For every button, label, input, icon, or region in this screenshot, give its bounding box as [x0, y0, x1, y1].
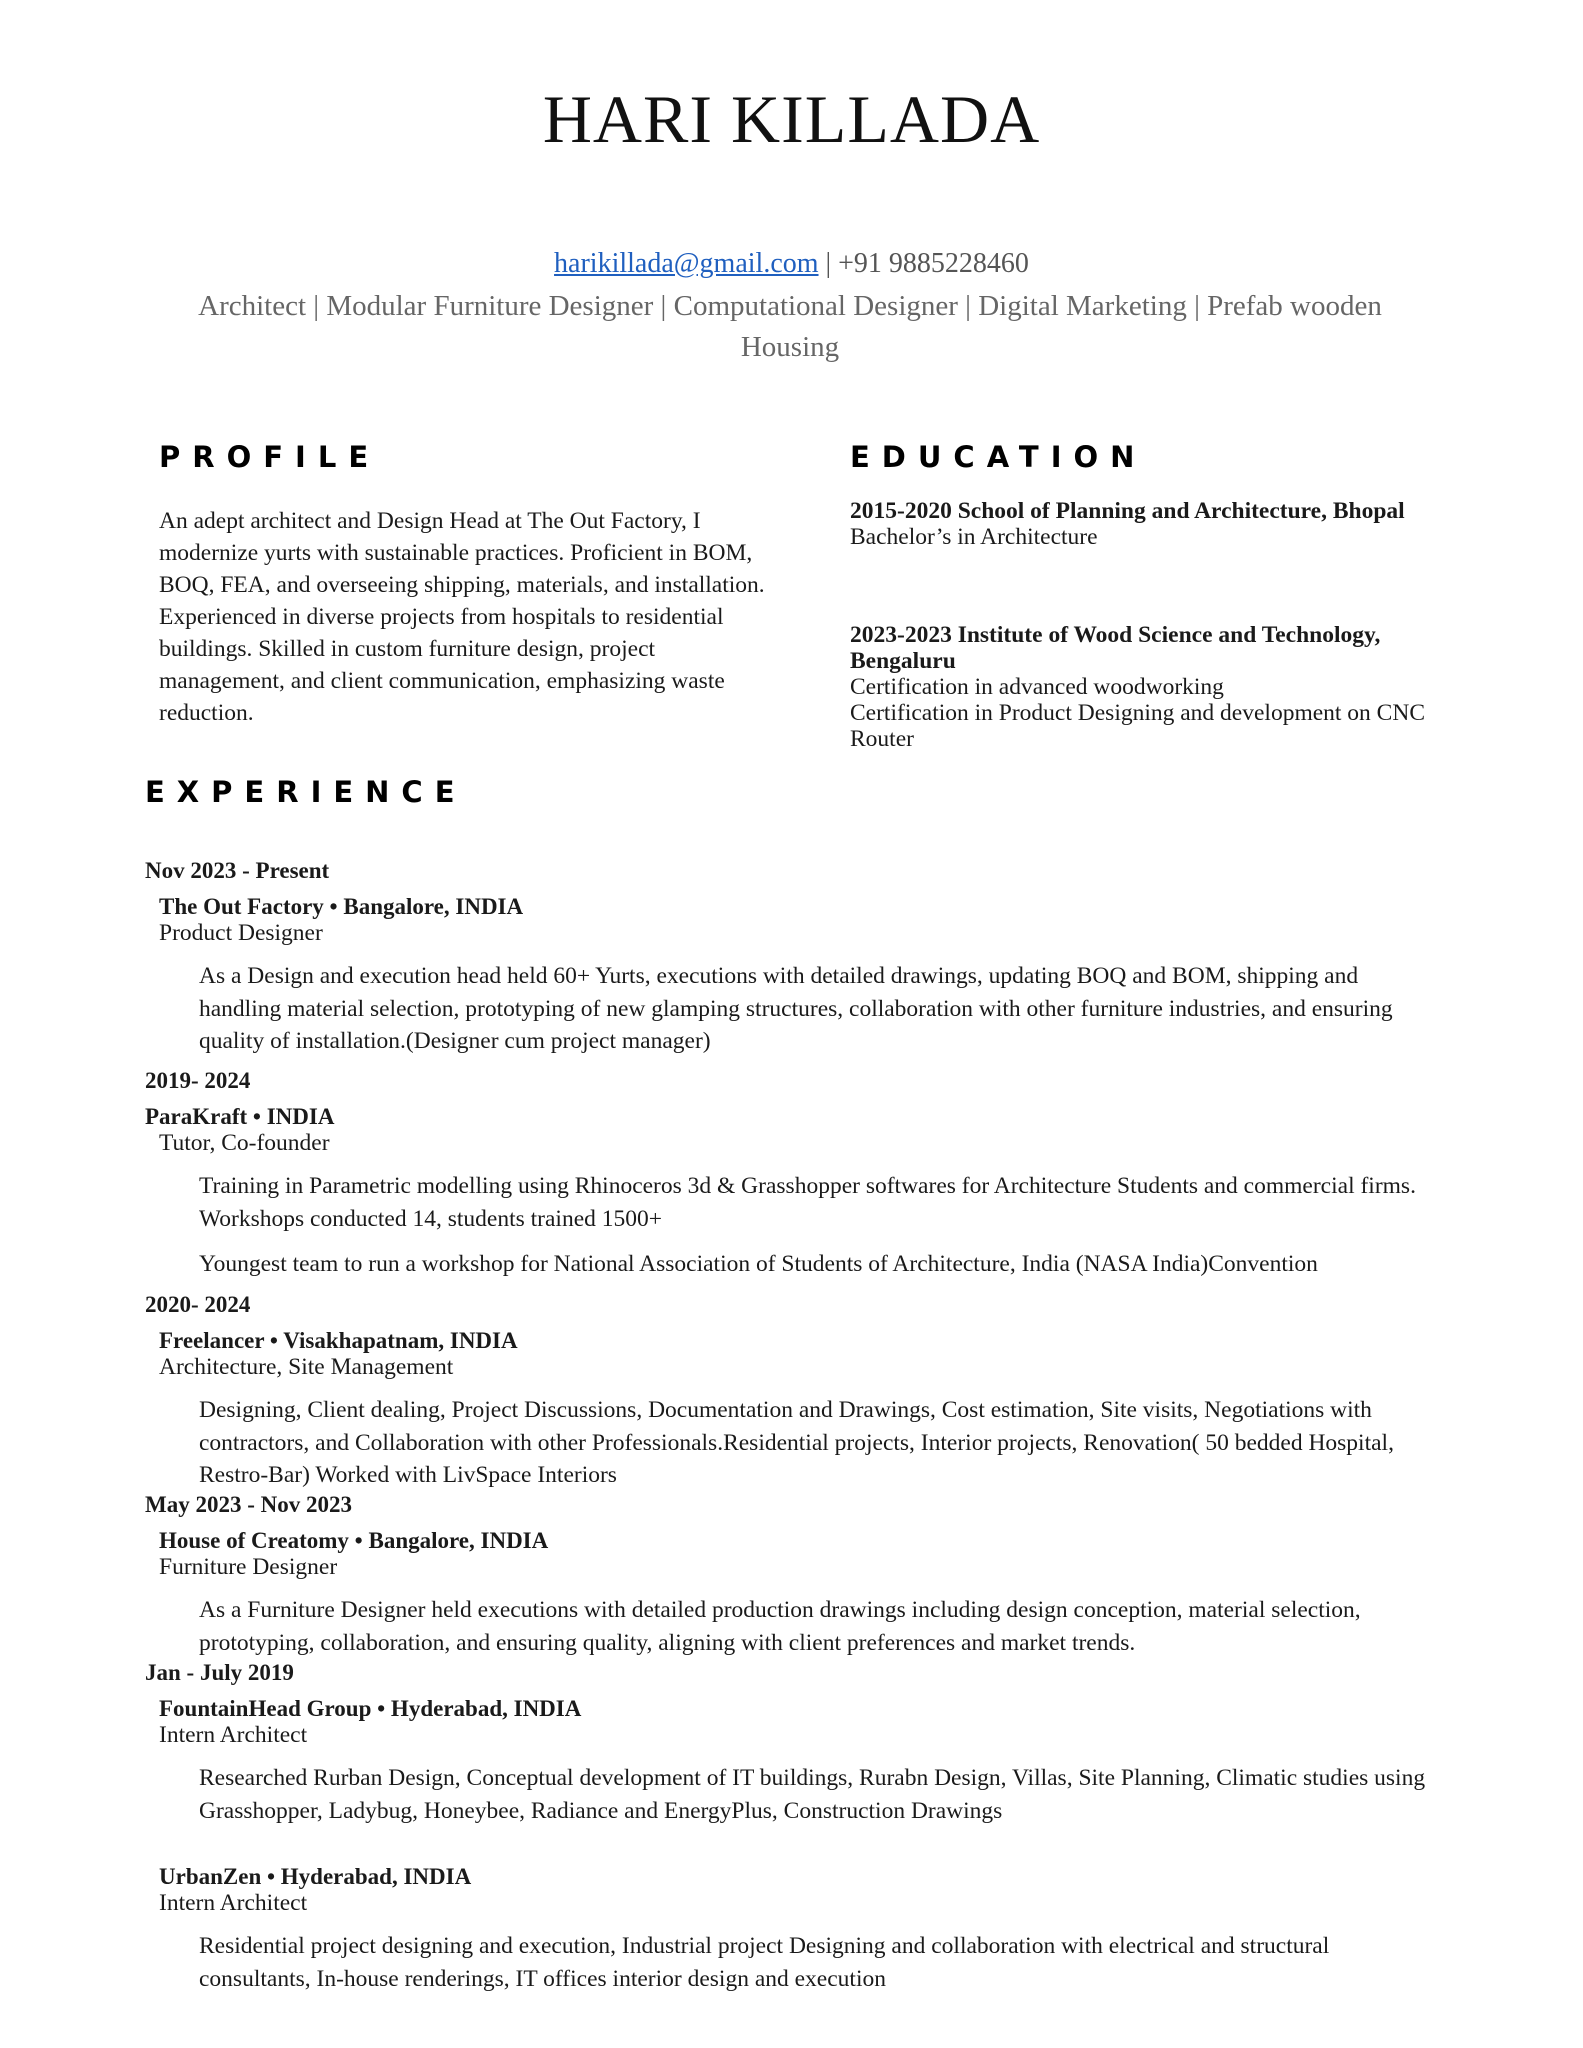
experience-description: As a Furniture Designer held executions with detailed production drawings including design conception, material selection, prototyping, collaboration, and ensuring quality, aligning with client preferences and market trends. — [199, 1597, 1361, 1656]
education-item — [850, 622, 1450, 752]
experience-role: Intern Architect — [159, 1890, 308, 1916]
experience-company: FountainHead Group • Hyderabad, INDIA — [159, 1696, 582, 1721]
experience-role: Architecture, Site Management — [159, 1354, 454, 1380]
education-heading-text: 2015-2020 School of Planning and Architecture, Bhopal — [850, 498, 1405, 524]
experience-heading: EXPERIENCE — [145, 775, 467, 809]
experience-date: 2019- 2024 — [145, 1068, 251, 1093]
experience-description: As a Design and execution head held 60+ Yurts, executions with detailed drawings, updating BOQ and BOM, shipping and handling material selection, prototyping of new glamping structures, collaboration with other furniture industries, and ensuring quality of installation.(Designer cum project manager) — [199, 963, 1393, 1054]
experience-company: House of Creatomy • Bangalore, INDIA — [159, 1528, 549, 1553]
experience-role: Product Designer — [159, 920, 323, 946]
education-line: Certification in advanced woodworking — [850, 674, 1224, 700]
contact-line — [0, 248, 1583, 280]
experience-description: Designing, Client dealing, Project Discussions, Documentation and Drawings, Cost estimation, Site visits, Negotiations with contractors, and Collaboration with other Professionals.Residential projects, Interior projects, Renovation( 50 bedded Hospital, Restro-Bar) Worked with LivSpace Interiors — [199, 1397, 1394, 1488]
experience-role: Furniture Designer — [159, 1554, 338, 1580]
experience-date: Jan - July 2019 — [145, 1660, 294, 1685]
experience-description: Researched Rurban Design, Conceptual development of IT buildings, Rurabn Design, Villas, Site Planning, Climatic studies using Grasshopper, Ladybug, Honeybee, Radiance and EnergyPlus, Construction Drawings — [199, 1765, 1426, 1824]
education-heading-text: 2023-2023 Institute of Wood Science and Technology, Bengaluru — [850, 622, 1381, 674]
education-heading: EDUCATION — [850, 440, 1147, 474]
experience-description: Youngest team to run a workshop for National Association of Students of Architecture, India (NASA India)Convention — [199, 1251, 1318, 1277]
experience-description: Training in Parametric modelling using Rhinoceros 3d & Grasshopper softwares for Architecture Students and commercial firms. Workshops conducted 14, students trained 1500+ — [199, 1173, 1416, 1232]
education-line: Certification in Product Designing and development on CNC Router — [850, 700, 1426, 752]
experience-date: Nov 2023 - Present — [145, 858, 330, 883]
experience-date: 2020- 2024 — [145, 1292, 251, 1317]
experience-company: ParaKraft • INDIA — [145, 1104, 335, 1129]
experience-role: Intern Architect — [159, 1722, 308, 1748]
experience-company: The Out Factory • Bangalore, INDIA — [159, 894, 524, 919]
experience-role: Tutor, Co-founder — [159, 1130, 330, 1156]
profile-heading: PROFILE — [159, 440, 381, 474]
profile-text: An adept architect and Design Head at The Out Factory, I modernize yurts with sustainable practices. Proficient in BOM, BOQ, FEA, and overseeing shipping, materials, and installation. Experienced in diverse projects from hospitals to residential buildings. Skilled in custom furniture design, project management, and client communication, emphasizing waste reduction. — [159, 508, 765, 726]
phone-number: | +91 9885228460 — [818, 248, 1029, 279]
experience-company: UrbanZen • Hyderabad, INDIA — [159, 1864, 472, 1889]
experience-date: May 2023 - Nov 2023 — [145, 1492, 352, 1517]
experience-company: Freelancer • Visakhapatnam, INDIA — [159, 1328, 518, 1353]
roles-line: Architect | Modular Furniture Designer | Computational Designer | Digital Marketing | Prefab wooden Housing — [198, 290, 1382, 363]
education-item — [850, 498, 1450, 550]
education-line: Bachelor’s in Architecture — [850, 524, 1098, 550]
candidate-name: HARI KILLADA — [542, 81, 1041, 157]
email-link[interactable]: harikillada@gmail.com — [554, 248, 819, 279]
experience-description: Residential project designing and execution, Industrial project Designing and collaboration with electrical and structural consultants, In-house renderings, IT offices interior design and execution — [199, 1933, 1330, 1992]
